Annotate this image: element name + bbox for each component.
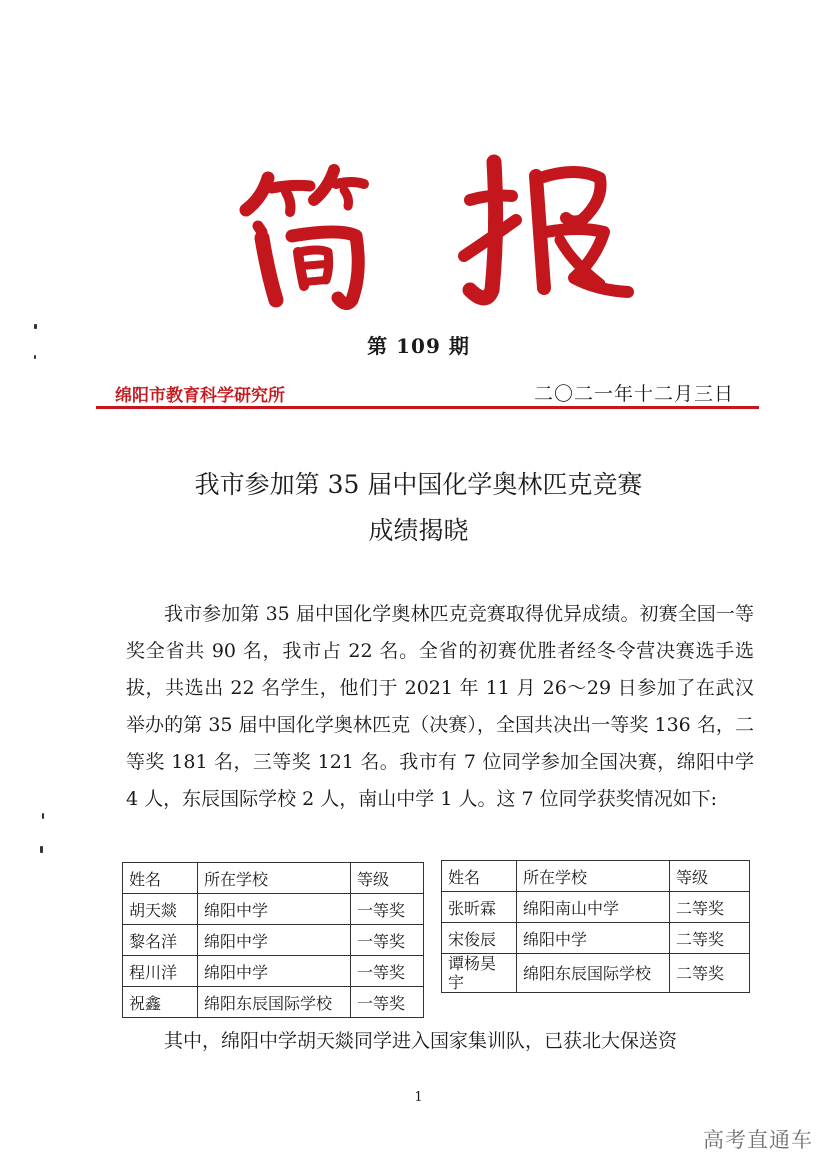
table-row xyxy=(442,923,750,954)
cell-level: 一等奖 xyxy=(351,925,424,956)
cell-level: 一等奖 xyxy=(351,894,424,925)
scan-mark xyxy=(34,324,37,329)
cell-name: 宋俊辰 xyxy=(442,923,517,954)
article-headline xyxy=(0,462,837,554)
cell-level: 二等奖 xyxy=(670,954,750,993)
masthead-char-jian xyxy=(246,170,364,304)
awards-table-left xyxy=(122,862,424,1018)
cell-name: 黎名洋 xyxy=(123,925,198,956)
header-school: 所在学校 xyxy=(517,861,670,892)
cell-school: 绵阳南山中学 xyxy=(517,892,670,923)
cell-school: 绵阳东辰国际学校 xyxy=(517,954,670,993)
cell-name: 程川洋 xyxy=(123,956,198,987)
header-level: 等级 xyxy=(351,863,424,894)
cell-level: 二等奖 xyxy=(670,892,750,923)
table-row xyxy=(123,956,424,987)
header-divider xyxy=(96,406,759,409)
table-row xyxy=(442,892,750,923)
header-school: 所在学校 xyxy=(198,863,351,894)
issuing-organization: 绵阳市教育科学研究所 xyxy=(115,386,285,406)
masthead-title xyxy=(0,140,837,310)
masthead-calligraphy xyxy=(246,162,628,304)
publication-date: 二〇二一年十二月三日 xyxy=(533,383,734,405)
cell-school: 绵阳中学 xyxy=(198,925,351,956)
article-body xyxy=(126,596,754,818)
closing-paragraph: 其中，绵阳中学胡天燚同学进入国家集训队，已获北大保送资 xyxy=(164,1030,678,1052)
header-level: 等级 xyxy=(670,861,750,892)
cell-name: 谭杨昊宇 xyxy=(442,954,517,993)
cell-school: 绵阳中学 xyxy=(517,923,670,954)
cell-level: 一等奖 xyxy=(351,956,424,987)
cell-name: 祝鑫 xyxy=(123,987,198,1018)
table-header-row xyxy=(442,861,750,892)
scan-mark xyxy=(42,813,44,819)
header-name: 姓名 xyxy=(442,861,517,892)
cell-school: 绵阳中学 xyxy=(198,956,351,987)
cell-name: 胡天燚 xyxy=(123,894,198,925)
cell-level: 一等奖 xyxy=(351,987,424,1018)
table-row xyxy=(442,954,750,993)
awards-table-right xyxy=(441,860,750,993)
cell-school: 绵阳东辰国际学校 xyxy=(198,987,351,1018)
issue-number: 第 109 期 xyxy=(367,334,470,358)
table-row xyxy=(123,925,424,956)
cell-name: 张昕霖 xyxy=(442,892,517,923)
watermark-text: 高考直通车 xyxy=(703,1128,813,1152)
masthead-char-bao xyxy=(464,162,628,298)
page-number: 1 xyxy=(414,1090,423,1105)
table-header-row xyxy=(123,863,424,894)
scan-mark xyxy=(34,355,36,359)
body-paragraph: 我市参加第 35 届中国化学奥林匹克竞赛取得优异成绩。初赛全国一等奖全省共 90 名，我市占 22 名。全省的初赛优胜者经冬令营决赛选手选拔，共选出 22 名学生，他们于 2021 年 11 月 26～29 日参加了在武汉举办的第 35 届中国化学奥林匹克（决赛），全国共决出一等奖 136 名，二等奖 181 名，三等奖 121 名。我市有 7 位同学参加全国决赛，绵阳中学 4 人，东辰国际学校 2 人，南山中学 1 人。这 7 位同学获奖情况如下: xyxy=(126,603,754,810)
headline-line-1: 我市参加第 35 届中国化学奥林匹克竞赛 xyxy=(194,470,643,499)
cell-level: 二等奖 xyxy=(670,923,750,954)
scan-mark xyxy=(40,846,43,853)
table-row xyxy=(123,894,424,925)
cell-school: 绵阳中学 xyxy=(198,894,351,925)
header-name: 姓名 xyxy=(123,863,198,894)
table-row xyxy=(123,987,424,1018)
headline-line-2: 成绩揭晓 xyxy=(368,516,469,545)
